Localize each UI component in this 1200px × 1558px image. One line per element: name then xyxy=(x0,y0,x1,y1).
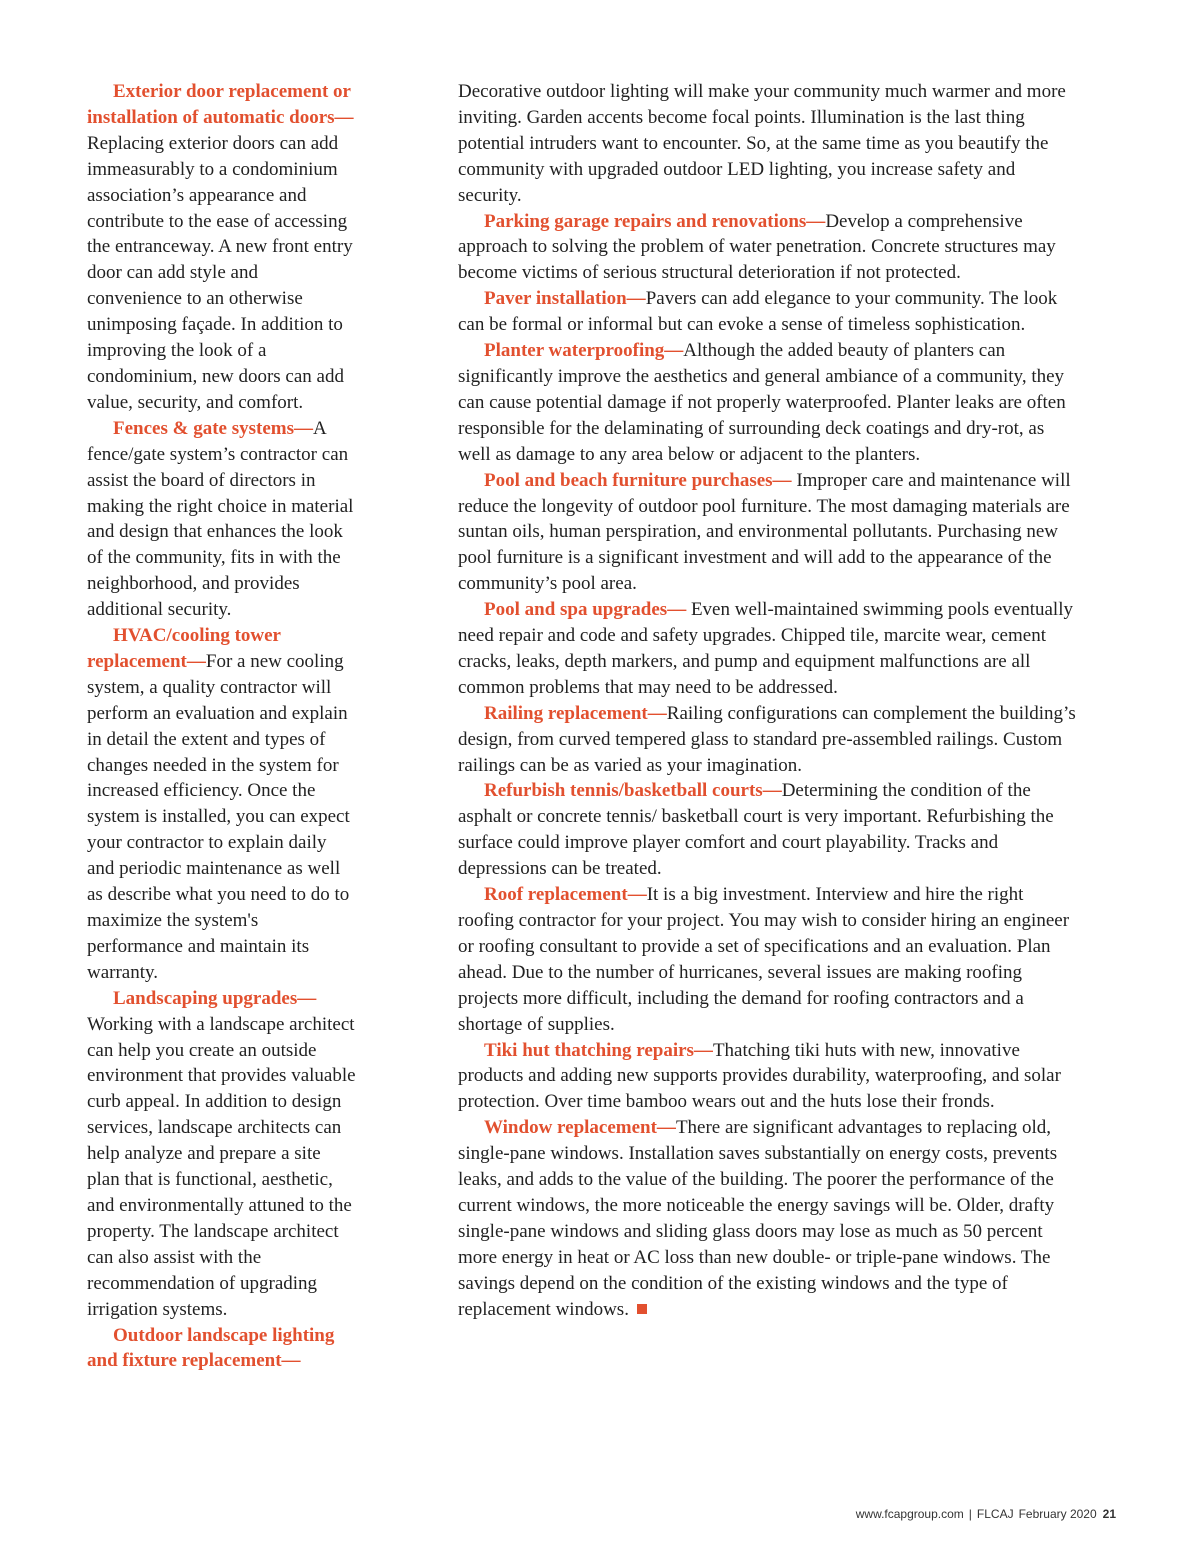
section-heading: Fences & gate systems— xyxy=(113,417,313,439)
section-body: Improper care and maintenance will reduce the longevity of outdoor pool furniture. The most damaging materials are suntan oils, human perspiration, and environmental pollutants. Purchasing new pool furniture is a significant investment and will add to the appearance of the community’s pool area. xyxy=(458,469,1071,595)
article-paragraph xyxy=(87,986,357,1323)
section-body: A fence/gate system’s contractor can assist the board of directors in making the right choice in material and design that enhances the look of the community, fits in with the neighborhood, and provides additional security. xyxy=(87,417,354,621)
article-paragraph xyxy=(458,468,1078,598)
article-paragraph xyxy=(87,623,357,986)
article-paragraph xyxy=(87,416,357,623)
right-column xyxy=(458,79,1078,1323)
article-paragraph xyxy=(458,1038,1078,1116)
section-body: For a new cooling system, a quality contractor will perform an evaluation and explain in detail the extent and types of changes needed in the system for increased efficiency. Once the system is installed, you can expect your contractor to explain daily and periodic maintenance as well as describe what you need to do to maximize the system's performance and maintain its warranty. xyxy=(87,650,350,983)
footer-separator: | xyxy=(968,1507,972,1521)
section-body: Working with a landscape architect can help you create an outside environment that provides valuable curb appeal. In addition to design services, landscape architects can help analyze and prepare a site plan that is functional, aesthetic, and environmentally attuned to the property. The landscape architect can also assist with the recommendation of upgrading irrigation systems. xyxy=(87,1013,356,1320)
section-heading: Exterior door replacement or installation of automatic doors— xyxy=(87,81,354,128)
section-heading: Planter waterproofing— xyxy=(484,340,684,362)
page-number: 21 xyxy=(1102,1507,1116,1521)
section-body: Replacing exterior doors can add immeasurably to a condominium association’s appearance and contribute to the ease of accessing the entranceway. A new front entry door can add style and convenience to an otherwise unimposing façade. In addition to improving the look of a condominium, new doors can add value, security, and comfort. xyxy=(87,132,353,413)
section-heading: Window replacement— xyxy=(484,1117,676,1139)
footer-website-link[interactable]: www.fcapgroup.com xyxy=(855,1507,964,1521)
section-heading: Roof replacement— xyxy=(484,884,647,906)
article-paragraph xyxy=(458,338,1078,468)
article-paragraph xyxy=(458,597,1078,701)
article-paragraph xyxy=(458,209,1078,287)
section-body: Decorative outdoor lighting will make your community much warmer and more inviting. Garden accents become focal points. Illumination is the last thing potential intruders want to encounter. So, at the same time as you beautify the community with upgraded outdoor LED lighting, you increase safety and security. xyxy=(458,81,1066,206)
section-heading: Outdoor landscape lighting and fixture replacement— xyxy=(87,1324,335,1372)
section-body: Thatching tiki huts with new, innovative products and adding new supports provides durability, waterproofing, and solar protection. Over time bamboo wears out and the huts lose their fronds. xyxy=(458,1039,1061,1113)
section-body: Even well-maintained swimming pools eventually need repair and code and safety upgrades. Chipped tile, marcite wear, cement cracks, leaks, depth markers, and pump and equipment malfunctions are all common problems that may need to be addressed. xyxy=(458,599,1073,698)
footer-publication: FLCAJ xyxy=(976,1507,1014,1521)
section-heading: Landscaping upgrades— xyxy=(113,987,317,1009)
section-body: Develop a comprehensive approach to solving the problem of water penetration. Concrete structures may become victims of serious structural deterioration if not protected. xyxy=(458,210,1056,284)
section-heading: Railing replacement— xyxy=(484,702,667,724)
left-column xyxy=(87,79,357,1374)
article-paragraph xyxy=(458,882,1078,1037)
section-body: Determining the condition of the asphalt or concrete tennis/ basketball court is very important. Refurbishing the surface could improve player comfort and court playability. Tracks and depressions can be treated. xyxy=(458,780,1054,880)
article-paragraph xyxy=(458,778,1078,882)
section-body: It is a big investment. Interview and hire the right roofing contractor for your project. You may wish to consider hiring an engineer or roofing consultant to provide a set of specifications and an evaluation. Plan ahead. Due to the number of hurricanes, several issues are making roofing projects more difficult, including the demand for roofing contractors and a shortage of supplies. xyxy=(458,884,1070,1035)
section-heading: HVAC/cooling tower replacement— xyxy=(87,625,281,672)
article-paragraph xyxy=(87,79,357,416)
article-paragraph xyxy=(458,701,1078,779)
section-body: Pavers can add elegance to your community. The look can be formal or informal but can evoke a sense of timeless sophistication. xyxy=(458,288,1058,336)
article-paragraph xyxy=(458,79,1078,209)
end-of-article-square-icon xyxy=(637,1304,647,1314)
section-body: Although the added beauty of planters can significantly improve the aesthetics and general ambiance of a community, they can cause potential damage if not properly waterproofed. Planter leaks are often responsible for the delaminating of surrounding deck coatings and dry-rot, as well as damage to any area below or adjacent to the planters. xyxy=(458,340,1066,465)
article-paragraph xyxy=(458,1115,1078,1322)
section-heading: Tiki hut thatching repairs— xyxy=(484,1039,713,1061)
page-footer xyxy=(856,1507,1116,1521)
section-heading: Parking garage repairs and renovations— xyxy=(484,210,826,232)
section-body: Railing configurations can complement the building’s design, from curved tempered glass to standard pre-assembled railings. Custom railings can be as varied as your imagination. xyxy=(458,702,1076,776)
section-heading: Pool and beach furniture purchases— xyxy=(484,469,792,491)
section-body: There are significant advantages to replacing old, single-pane windows. Installation saves substantially on energy costs, prevents leaks, and adds to the value of the building. The poorer the performance of the current windows, the more noticeable the energy savings will be. Older, drafty single-pane windows and sliding glass doors may lose as much as 50 percent more energy in heat or AC loss than new double- or triple-pane windows. The savings depend on the condition of the existing windows and the type of replacement windows. xyxy=(458,1117,1058,1320)
article-paragraph xyxy=(458,286,1078,338)
section-heading: Refurbish tennis/basketball courts— xyxy=(484,780,782,802)
article-paragraph xyxy=(87,1323,357,1375)
section-heading: Pool and spa upgrades— xyxy=(484,599,687,621)
section-heading: Paver installation— xyxy=(484,288,646,310)
footer-issue: February 2020 xyxy=(1018,1507,1097,1521)
